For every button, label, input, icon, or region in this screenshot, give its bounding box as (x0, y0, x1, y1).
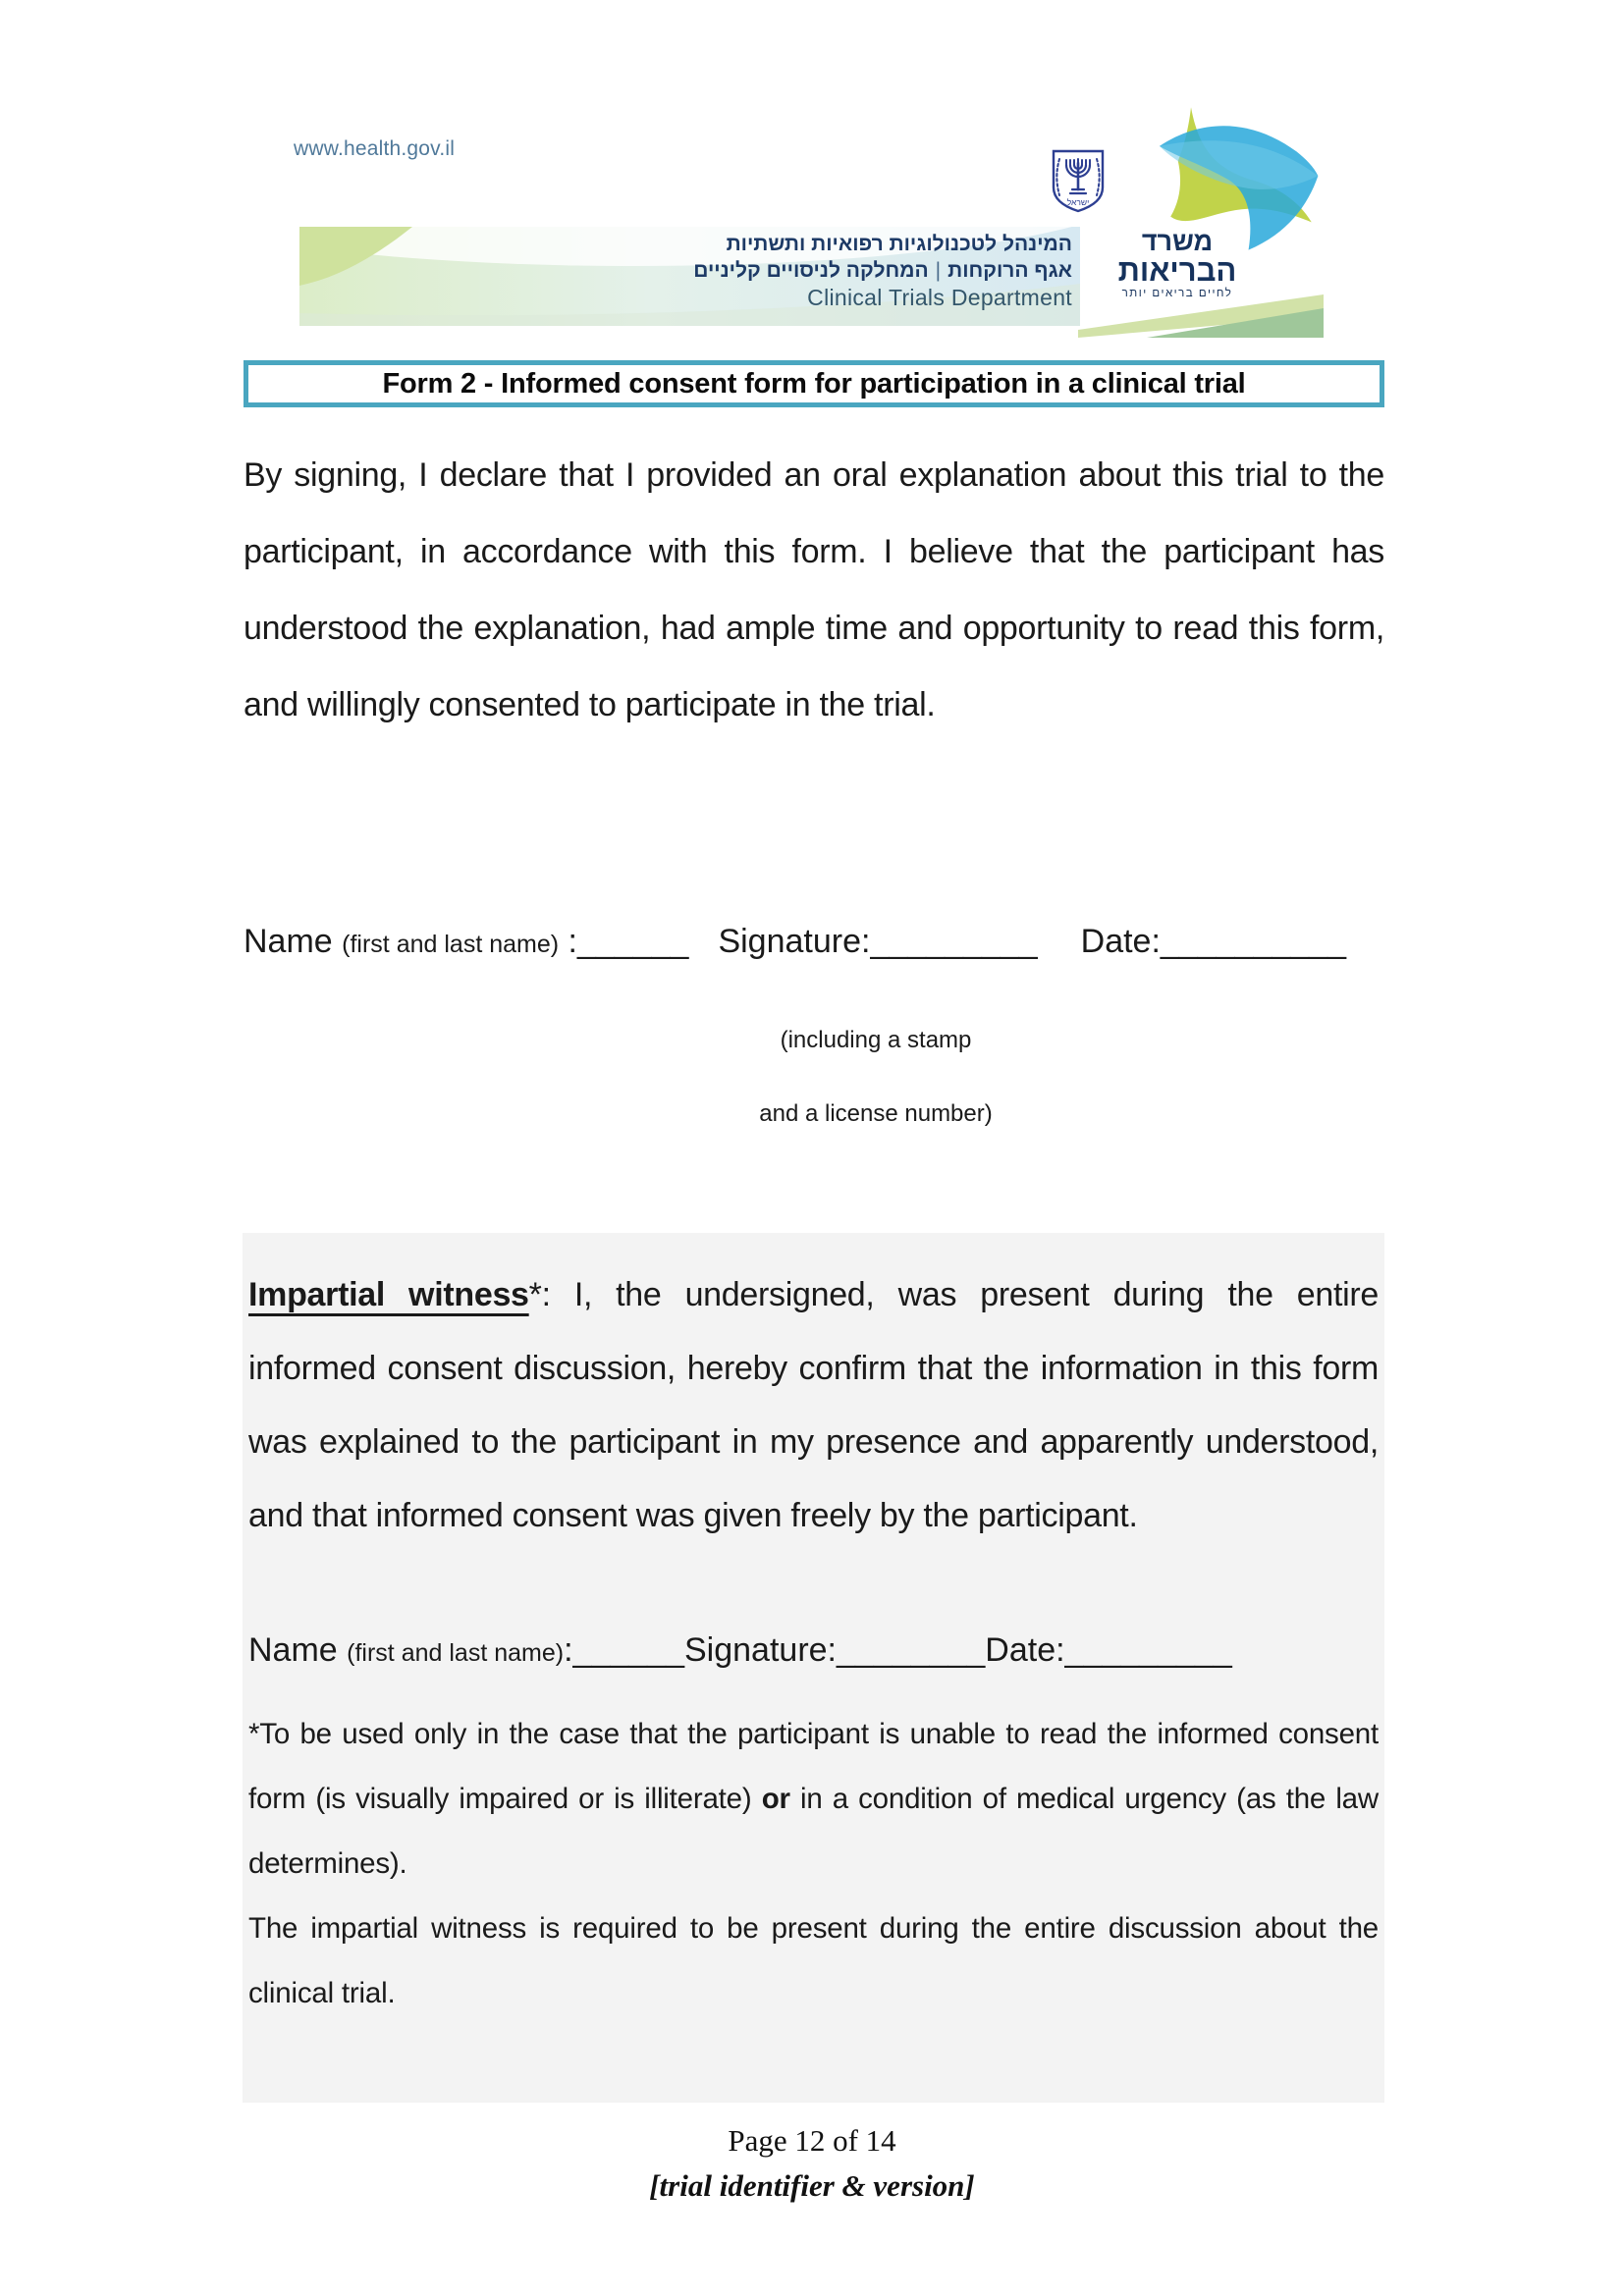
name-hint: (first and last name) (342, 931, 560, 958)
witness-signature-row (248, 1627, 1379, 1677)
name-hint: (first and last name) (347, 1639, 565, 1667)
date-label: Date: (985, 1631, 1065, 1669)
ministry-wordmark-line1: משרד (1141, 227, 1214, 256)
footnote-text-1: *To be used only in the case that the participant is unable to read the informed consent form (is visually impaired or is illiterate) (248, 1718, 1379, 1815)
signature-label: Signature: (684, 1631, 837, 1669)
ministry-of-health-wordmark (1112, 229, 1242, 300)
name-blank-line: ______ (572, 1631, 684, 1669)
stamp-note (699, 1003, 1053, 1150)
witness-statement (248, 1258, 1379, 1553)
stamp-note-line1: (including a stamp (780, 1027, 972, 1053)
page-number: Page 12 of 14 (728, 2123, 896, 2158)
department-he-line1: המינהל לטכנולוגיות רפואיות ותשתיות (726, 233, 1072, 255)
form-title-bar (244, 360, 1384, 407)
divider-pipe: | (935, 259, 942, 282)
name-label: Name (244, 923, 333, 960)
date-blank-line: __________ (1160, 923, 1346, 960)
clinical-trials-dept-he-label: המחלקה לניסויים קליניים (693, 259, 929, 282)
stamp-note-line2: and a license number) (759, 1100, 993, 1127)
department-titles (693, 231, 1072, 311)
trial-identifier-placeholder: [trial identifier & version] (649, 2168, 975, 2203)
israel-state-emblem-icon (1044, 146, 1112, 215)
date-blank-line: _________ (1064, 1631, 1232, 1669)
witness-heading: Impartial witness (248, 1276, 529, 1313)
ministry-tagline: לחיים בריאים יותר (1121, 288, 1233, 299)
name-blank-line: ______ (576, 923, 689, 960)
witness-statement-text: I, the undersigned, was present during the entire informed consent discussion, hereby confirm that the information in this form was explained to the participant in my presence and apparently understood, and that informed consent was given freely by the participant. (248, 1276, 1379, 1534)
impartial-witness-section (243, 1233, 1384, 2103)
investigator-signature-row (244, 918, 1384, 968)
department-he-line2 (693, 257, 1072, 284)
name-colon: : (564, 1631, 573, 1669)
name-label: Name (248, 1631, 338, 1669)
investigator-declaration: By signing, I declare that I provided an oral explanation about this trial to the participant, in accordance with this form. I believe that the participant has understood the explanation, had ample time and opportunity to read this form, and willingly consented to participate in the trial. (244, 456, 1384, 723)
emblem-caption-text: ישראל (1066, 197, 1090, 207)
signature-blank-line: ________ (837, 1631, 986, 1669)
signature-label: Signature: (718, 923, 871, 960)
banner-green-stripe (1078, 294, 1324, 338)
ministry-wordmark-line2: הבריאות (1117, 253, 1237, 288)
witness-heading-suffix: *: (528, 1276, 574, 1313)
witness-footnote-presence: The impartial witness is required to be present during the entire discussion about the clinical trial. (248, 1912, 1379, 2009)
footnote-text-2: in a condition of medical urgency (as the law determines). (248, 1783, 1379, 1880)
page-footer (0, 2118, 1624, 2209)
header-banner (299, 227, 1080, 326)
footnote-or-bold: or (761, 1783, 790, 1815)
website-url: www.health.gov.il (294, 137, 456, 160)
name-colon: : (559, 923, 577, 960)
department-en-label: Clinical Trials Department (807, 285, 1072, 310)
pharmacy-division-label: אגף הרוקחות (947, 259, 1072, 282)
witness-footnote (248, 1702, 1379, 1896)
date-label: Date: (1080, 923, 1161, 960)
form-title-text: Form 2 - Informed consent form for participation in a clinical trial (382, 367, 1246, 400)
signature-blank-line: _________ (870, 923, 1038, 960)
